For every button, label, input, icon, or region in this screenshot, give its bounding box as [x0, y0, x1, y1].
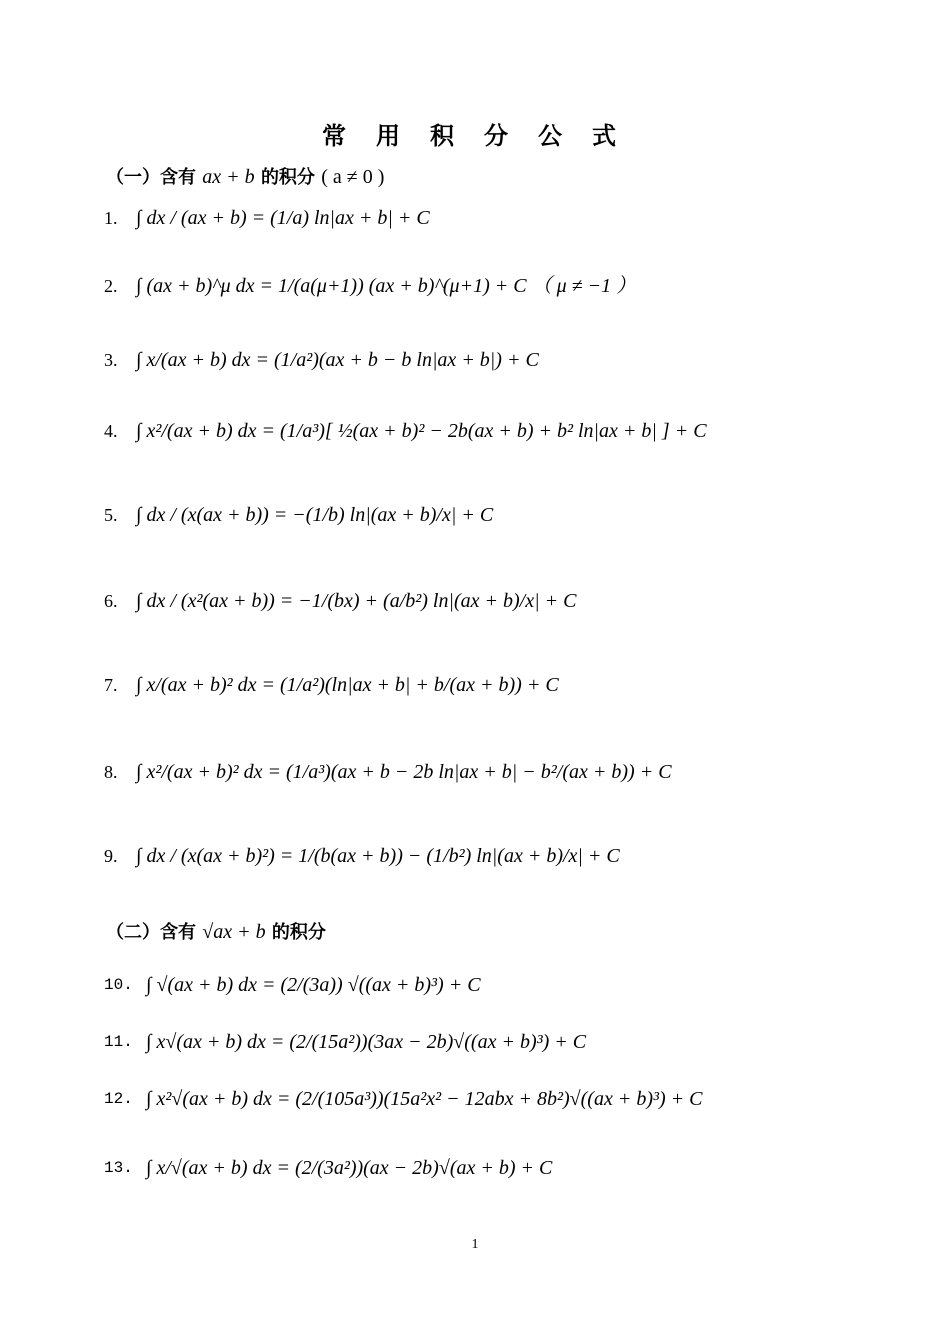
formula-6: 6. ∫ dx / (x²(ax + b)) = −1/(bx) + (a/b²) ln|(ax + b)/x| + C — [104, 590, 577, 612]
section-heading-1: （一）含有 ax + b 的积分 ( a ≠ 0 ) — [106, 166, 385, 188]
formula-3: 3. ∫ x/(ax + b) dx = (1/a²)(ax + b − b ln|ax + b|) + C — [104, 349, 539, 371]
formula-12: 12. ∫ x²√(ax + b) dx = (2/(105a³))(15a²x² − 12abx + 8b²)√((ax + b)³) + C — [104, 1088, 703, 1110]
page-title: 常 用 积 分 公 式 — [322, 124, 628, 150]
section-heading-2: （二）含有 √ax + b 的积分 — [106, 921, 326, 943]
formula-11: 11. ∫ x√(ax + b) dx = (2/(15a²))(3ax − 2b)√((ax + b)³) + C — [104, 1031, 587, 1053]
page-number: 1 — [471, 1237, 479, 1252]
formula-5: 5. ∫ dx / (x(ax + b)) = −(1/b) ln|(ax + b)/x| + C — [104, 504, 494, 526]
formula-13: 13. ∫ x/√(ax + b) dx = (2/(3a²))(ax − 2b)√(ax + b) + C — [104, 1157, 553, 1179]
formula-1: 1. ∫ dx / (ax + b) = (1/a) ln|ax + b| + C — [104, 207, 430, 229]
formula-7: 7. ∫ x/(ax + b)² dx = (1/a²)(ln|ax + b| + b/(ax + b)) + C — [104, 674, 559, 696]
formula-8: 8. ∫ x²/(ax + b)² dx = (1/a³)(ax + b − 2b ln|ax + b| − b²/(ax + b)) + C — [104, 761, 672, 783]
formula-4: 4. ∫ x²/(ax + b) dx = (1/a³)[ ½(ax + b)² − 2b(ax + b) + b² ln|ax + b| ] + C — [104, 420, 707, 442]
formula-2: 2. ∫ (ax + b)^μ dx = 1/(a(μ+1)) (ax + b)^(μ+1) + C （ μ ≠ −1 ） — [104, 275, 637, 297]
formula-9: 9. ∫ dx / (x(ax + b)²) = 1/(b(ax + b)) − (1/b²) ln|(ax + b)/x| + C — [104, 845, 620, 867]
formula-10: 10. ∫ √(ax + b) dx = (2/(3a)) √((ax + b)³) + C — [104, 974, 481, 996]
